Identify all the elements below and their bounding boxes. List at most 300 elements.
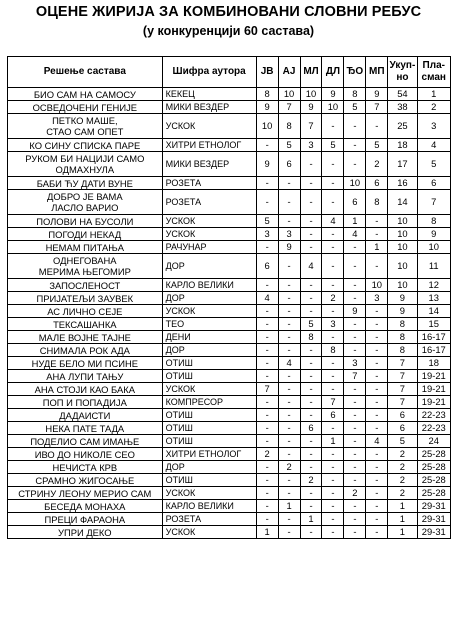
table-row [8,500,451,513]
score-cell: - [322,241,344,254]
place-cell: 4 [417,139,450,152]
solution-line: ДОБРО ЈЕ ВАМА [47,191,123,202]
total-cell: 7 [388,357,417,370]
table-row [8,344,451,357]
score-cell: - [366,409,388,422]
score-cell: 9 [344,305,366,318]
score-cell: - [344,461,366,474]
score-cell: 4 [256,292,278,305]
score-cell: 8 [300,331,322,344]
score-cell: 2 [366,152,388,177]
solution-cell [8,114,163,139]
solution-cell [8,357,163,370]
score-cell: 9 [256,101,278,114]
table-row [8,526,451,539]
table-row [8,101,451,114]
score-cell: 7 [278,101,300,114]
score-cell: 5 [344,101,366,114]
score-cell: - [322,331,344,344]
score-cell: 7 [344,370,366,383]
solution-cell [8,370,163,383]
score-cell: - [322,152,344,177]
score-cell: - [344,254,366,279]
solution-line: АНА ЛУПИ ТАЊУ [46,370,124,382]
score-cell: - [344,435,366,448]
score-cell: - [366,344,388,357]
solution-line: ПОП И ПОПАДИЈА [42,396,127,408]
place-cell: 22-23 [417,409,450,422]
total-cell: 2 [388,474,417,487]
place-cell: 8 [417,215,450,228]
score-cell: 10 [366,279,388,292]
score-cell: 3 [322,318,344,331]
solution-line: ЛАСЛО ВАРИО [51,202,119,213]
score-cell: - [278,190,300,215]
score-cell: - [256,331,278,344]
score-cell: - [300,152,322,177]
author-cell: ОТИШ [162,357,256,370]
solution-cell [8,318,163,331]
author-cell: ДОР [162,344,256,357]
solution-line: БИО САМ НА САМОСУ [33,88,136,100]
score-cell: - [366,448,388,461]
score-cell: 1 [256,526,278,539]
score-cell: 1 [300,513,322,526]
author-cell: ОТИШ [162,422,256,435]
score-cell: - [256,409,278,422]
solution-cell [8,279,163,292]
score-cell: - [278,383,300,396]
place-cell: 25-28 [417,474,450,487]
score-cell: - [256,500,278,513]
score-cell: - [256,422,278,435]
table-row [8,357,451,370]
score-cell: - [300,177,322,190]
score-cell: 10 [322,101,344,114]
score-cell: - [300,241,322,254]
total-cell: 5 [388,435,417,448]
score-cell: 6 [322,409,344,422]
score-cell: 6 [300,422,322,435]
total-cell: 10 [388,254,417,279]
score-cell: - [366,357,388,370]
score-cell: - [366,331,388,344]
score-cell: - [278,396,300,409]
solution-line: НЕЧИСТА КРВ [52,461,118,473]
score-cell: - [366,474,388,487]
column-header [388,57,417,88]
score-cell: 6 [366,177,388,190]
total-cell: 10 [388,279,417,292]
solution-line: АНА СТОЈИ КАО БАКА [34,383,135,395]
author-cell: ХИТРИ ЕТНОЛОГ [162,448,256,461]
total-cell: 14 [388,190,417,215]
score-cell: - [322,383,344,396]
place-cell: 18 [417,357,450,370]
score-cell: - [256,139,278,152]
solution-cell [8,254,163,279]
score-cell: 5 [322,139,344,152]
table-row [8,331,451,344]
table-row [8,215,451,228]
score-cell: 3 [366,292,388,305]
table-row [8,318,451,331]
place-cell: 29-31 [417,526,450,539]
solution-line: ДАДАИСТИ [59,409,111,421]
score-cell: - [322,177,344,190]
score-cell: 9 [322,88,344,101]
author-cell: МИКИ ВЕЗДЕР [162,101,256,114]
solution-line: СТАО САМ ОПЕТ [46,126,124,137]
score-cell: - [344,331,366,344]
score-cell: - [300,500,322,513]
score-cell: - [344,448,366,461]
total-cell: 18 [388,139,417,152]
table-row [8,370,451,383]
place-cell: 19-21 [417,396,450,409]
solution-cell [8,215,163,228]
solution-cell [8,422,163,435]
score-cell: - [322,190,344,215]
score-cell: - [322,422,344,435]
author-cell: РОЗЕТА [162,513,256,526]
score-cell: - [344,279,366,292]
score-cell: - [278,526,300,539]
score-cell: - [322,305,344,318]
place-cell: 12 [417,279,450,292]
total-cell: 7 [388,396,417,409]
score-cell: 2 [322,292,344,305]
score-cell: 8 [322,344,344,357]
solution-line: ПРЕЦИ ФАРАОНА [44,513,126,525]
table-header-row [8,57,451,88]
author-cell: УСКОК [162,114,256,139]
score-cell: - [300,357,322,370]
score-cell: 4 [300,254,322,279]
score-cell: 10 [300,88,322,101]
score-cell: - [366,305,388,318]
score-cell: 2 [256,448,278,461]
column-header: МП [366,57,388,88]
score-cell: - [300,461,322,474]
score-cell: - [366,370,388,383]
score-cell: 9 [278,241,300,254]
score-cell: - [366,318,388,331]
solution-cell [8,305,163,318]
solution-line: ОДНЕГОВАНА [53,255,117,266]
table-row [8,435,451,448]
total-cell: 25 [388,114,417,139]
author-cell: УСКОК [162,228,256,241]
column-header: ЂО [344,57,366,88]
score-cell: - [278,422,300,435]
author-cell: МИКИ ВЕЗДЕР [162,152,256,177]
solution-cell [8,448,163,461]
solution-line: ПОГОДИ НЕКАД [48,228,122,240]
score-cell: 1 [278,500,300,513]
total-cell: 2 [388,487,417,500]
score-cell: - [322,370,344,383]
score-cell: 1 [344,215,366,228]
score-cell: - [256,279,278,292]
score-cell: 4 [322,215,344,228]
score-cell: 10 [278,88,300,101]
solution-line: НУДЕ БЕЛО МИ ПСИНЕ [31,357,138,369]
score-cell: - [322,461,344,474]
score-cell: 10 [256,114,278,139]
author-cell: РОЗЕТА [162,177,256,190]
score-cell: - [300,487,322,500]
solution-cell [8,487,163,500]
total-cell: 2 [388,461,417,474]
place-cell: 9 [417,228,450,241]
score-cell: - [344,500,366,513]
place-cell: 11 [417,254,450,279]
total-cell: 2 [388,448,417,461]
author-cell: РАЧУНАР [162,241,256,254]
score-cell: - [300,370,322,383]
table-body [8,88,451,539]
column-header: ДЛ [322,57,344,88]
table-row [8,305,451,318]
author-cell: ТЕО [162,318,256,331]
solution-line: СРАМНО ЖИГОСАЊЕ [35,474,135,486]
score-cell: - [344,139,366,152]
total-cell: 38 [388,101,417,114]
author-cell: УСКОК [162,526,256,539]
author-cell: КАРЛО ВЕЛИКИ [162,500,256,513]
solution-cell [8,461,163,474]
score-cell: - [300,435,322,448]
author-cell: ОТИШ [162,435,256,448]
score-cell: 9 [300,101,322,114]
total-cell: 7 [388,370,417,383]
score-cell: - [322,114,344,139]
solution-line: СТРИНУ ЛЕОНУ МЕРИО САМ [18,487,152,499]
score-cell: - [344,422,366,435]
table-row [8,292,451,305]
score-cell: 2 [278,461,300,474]
score-cell: - [300,292,322,305]
place-cell: 25-28 [417,448,450,461]
score-cell: 7 [300,114,322,139]
total-cell: 8 [388,318,417,331]
table-row [8,513,451,526]
solution-cell [8,292,163,305]
score-cell: 6 [256,254,278,279]
score-cell: 8 [366,190,388,215]
score-cell: - [344,152,366,177]
score-cell: - [344,396,366,409]
table-row [8,409,451,422]
total-cell: 6 [388,409,417,422]
score-cell: - [278,215,300,228]
score-cell: - [300,344,322,357]
score-cell: - [344,292,366,305]
score-cell: - [278,279,300,292]
score-cell: - [256,177,278,190]
score-cell: - [300,409,322,422]
place-cell: 24 [417,435,450,448]
place-cell: 25-28 [417,461,450,474]
score-cell: - [278,331,300,344]
score-cell: - [322,487,344,500]
table-row [8,422,451,435]
page-title: ОЦЕНЕ ЖИРИЈА ЗА КОМБИНОВАНИ СЛОВНИ РЕБУС [35,4,422,20]
score-cell: 7 [366,101,388,114]
score-cell: - [344,318,366,331]
solution-cell [8,177,163,190]
score-cell: - [256,396,278,409]
total-cell: 9 [388,292,417,305]
score-cell: - [344,513,366,526]
place-cell: 19-21 [417,383,450,396]
solution-line: ИВО ДО НИКОЛЕ СЕО [34,448,135,460]
total-cell: 7 [388,383,417,396]
score-cell: - [278,487,300,500]
place-cell: 29-31 [417,513,450,526]
score-cell: - [256,241,278,254]
score-cell: - [278,292,300,305]
table-row [8,177,451,190]
table-row [8,152,451,177]
solution-line: ЗАПОСЛЕНОСТ [49,279,121,291]
score-cell: 4 [366,435,388,448]
score-cell: - [366,500,388,513]
score-cell: - [256,435,278,448]
scores-table [7,56,451,539]
score-cell: - [300,215,322,228]
author-cell: ДОР [162,254,256,279]
solution-cell [8,383,163,396]
solution-cell [8,190,163,215]
score-cell: 3 [344,357,366,370]
score-cell: 1 [366,241,388,254]
column-header [417,57,450,88]
place-cell: 6 [417,177,450,190]
score-cell: - [344,383,366,396]
solution-line: ПОЛОВИ НА БУСОЛИ [36,215,134,227]
place-cell: 3 [417,114,450,139]
score-cell: - [256,513,278,526]
table-row [8,88,451,101]
score-cell: 6 [278,152,300,177]
place-cell: 10 [417,241,450,254]
column-header-part: сман [421,72,446,83]
solution-cell [8,241,163,254]
score-cell: - [256,318,278,331]
author-cell: ОТИШ [162,409,256,422]
score-cell: 9 [256,152,278,177]
author-cell: ОТИШ [162,370,256,383]
score-cell: - [278,474,300,487]
score-cell: - [256,370,278,383]
score-cell: - [344,409,366,422]
score-cell: - [256,461,278,474]
score-cell: - [366,396,388,409]
table-row [8,114,451,139]
table-row [8,241,451,254]
score-cell: 8 [278,114,300,139]
total-cell: 8 [388,344,417,357]
score-cell: - [278,177,300,190]
author-cell: ХИТРИ ЕТНОЛОГ [162,139,256,152]
solution-cell [8,513,163,526]
solution-line: СНИМАЛА РОК АДА [39,344,130,356]
column-header: ЈВ [256,57,278,88]
score-cell: - [344,474,366,487]
column-header: Решење састава [8,57,163,88]
score-cell: - [300,526,322,539]
score-cell: - [366,461,388,474]
total-cell: 17 [388,152,417,177]
solution-cell [8,101,163,114]
solution-cell [8,344,163,357]
author-cell: ДОР [162,292,256,305]
score-cell: 7 [322,396,344,409]
place-cell: 5 [417,152,450,177]
table-row [8,487,451,500]
total-cell: 10 [388,228,417,241]
score-cell: - [366,526,388,539]
score-cell: - [344,526,366,539]
score-cell: - [278,448,300,461]
score-cell: - [322,279,344,292]
place-cell: 22-23 [417,422,450,435]
score-cell: 5 [278,139,300,152]
score-cell: - [256,474,278,487]
place-cell: 16-17 [417,344,450,357]
score-cell: - [256,344,278,357]
solution-cell [8,474,163,487]
solution-line: НЕМАМ ПИТАЊА [45,241,124,253]
score-cell: - [278,409,300,422]
score-cell: - [366,114,388,139]
score-cell: - [322,513,344,526]
table-row [8,190,451,215]
score-cell: - [366,513,388,526]
score-cell: - [322,500,344,513]
score-cell: - [256,305,278,318]
score-cell: - [300,396,322,409]
column-header: Шифра аутора [162,57,256,88]
solution-line: ТЕКСАШАНКА [53,318,117,330]
author-cell: УСКОК [162,383,256,396]
table-row [8,254,451,279]
score-cell: - [300,448,322,461]
place-cell: 14 [417,305,450,318]
score-cell: - [322,254,344,279]
total-cell: 6 [388,422,417,435]
solution-line: ОСВЕДОЧЕНИ ГЕНИЈЕ [32,101,138,113]
column-header-part: но [396,72,409,83]
table-row [8,396,451,409]
score-cell: 5 [366,139,388,152]
solution-line: БАБИ ЋУ ДАТИ ВУНЕ [36,177,133,189]
score-cell: - [278,318,300,331]
score-cell: 3 [300,139,322,152]
score-cell: 2 [344,487,366,500]
total-cell: 1 [388,513,417,526]
total-cell: 10 [388,215,417,228]
score-cell: - [344,241,366,254]
score-cell: - [344,344,366,357]
score-cell: - [256,357,278,370]
score-cell: 6 [344,190,366,215]
page-subtitle: (у конкуренцији 60 састава) [142,24,315,38]
score-cell: - [366,422,388,435]
table-row [8,461,451,474]
